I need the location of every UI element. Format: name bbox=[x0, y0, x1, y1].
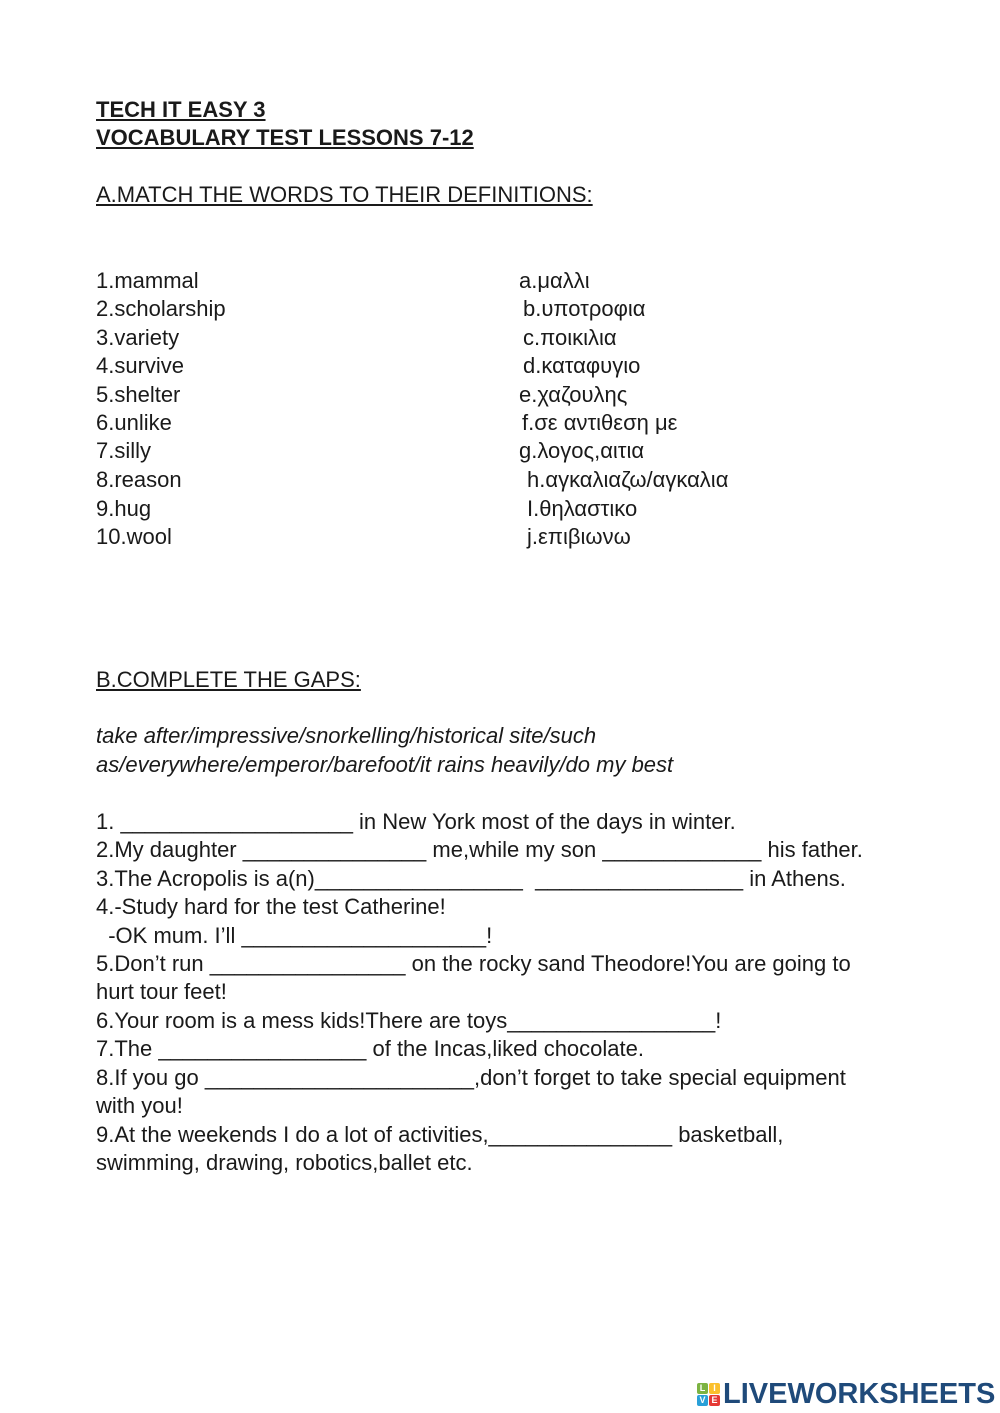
gap-sentence: with you! bbox=[96, 1093, 183, 1118]
worksheet-subtitle: VOCABULARY TEST LESSONS 7-12 bbox=[96, 125, 474, 150]
match-definition: f.σε αντιθεση με bbox=[522, 410, 678, 435]
worksheet-title: TECH IT EASY 3 bbox=[96, 97, 266, 122]
gap-sentence: 7.The _________________ of the Incas,liked chocolate. bbox=[96, 1036, 644, 1061]
match-word: 1.mammal bbox=[96, 268, 199, 293]
section-b-heading: B.COMPLETE THE GAPS: bbox=[96, 667, 361, 692]
match-word: 6.unlike bbox=[96, 410, 172, 435]
match-word: 4.survive bbox=[96, 353, 185, 378]
match-word: 10.wool bbox=[96, 524, 172, 549]
match-word: 5.shelter bbox=[96, 382, 181, 407]
match-word: 9.hug bbox=[96, 496, 152, 521]
word-bank-line: take after/impressive/snorkelling/historical site/such bbox=[96, 723, 597, 748]
match-definition: g.λογος,αιτια bbox=[519, 438, 645, 463]
gap-sentence: hurt tour feet! bbox=[96, 979, 227, 1004]
gap-sentence: -OK mum. I’ll ____________________! bbox=[96, 923, 493, 948]
match-definition: a.μαλλι bbox=[519, 268, 590, 293]
liveworksheets-logo bbox=[697, 1378, 995, 1411]
match-word: 3.variety bbox=[96, 325, 180, 350]
match-word: 2.scholarship bbox=[96, 296, 226, 321]
match-definition: h.αγκαλιαζω/αγκαλια bbox=[527, 467, 729, 492]
gap-sentence: 6.Your room is a mess kids!There are toys_________________! bbox=[96, 1008, 722, 1033]
match-definition: b.υποτροφια bbox=[523, 296, 646, 321]
gap-sentence: 9.At the weekends I do a lot of activities,_______________ basketball, bbox=[96, 1122, 784, 1147]
match-definition: e.χαζουλης bbox=[519, 382, 628, 407]
gap-sentence: 1. ___________________ in New York most of the days in winter. bbox=[96, 809, 736, 834]
logo-text: LIVEWORKSHEETS bbox=[723, 1378, 996, 1410]
word-bank-line: as/everywhere/emperor/barefoot/it rains heavily/do my best bbox=[96, 752, 674, 777]
match-definition: I.θηλαστικο bbox=[527, 496, 638, 521]
gap-sentence: 8.If you go ______________________,don’t forget to take special equipment bbox=[96, 1065, 846, 1090]
match-definition: j.επιβιωνω bbox=[527, 524, 631, 549]
match-definition: d.καταφυγιο bbox=[523, 353, 641, 378]
gap-sentence: 5.Don’t run ________________ on the rocky sand Theodore!You are going to bbox=[96, 951, 851, 976]
gap-sentence: 3.The Acropolis is a(n)_________________ _________________ in Athens. bbox=[96, 866, 846, 891]
match-definition: c.ποικιλια bbox=[523, 325, 617, 350]
section-a-heading: A.MATCH THE WORDS TO THEIR DEFINITIONS: bbox=[96, 182, 593, 207]
gap-sentence: 4.-Study hard for the test Catherine! bbox=[96, 894, 446, 919]
gap-sentence: swimming, drawing, robotics,ballet etc. bbox=[96, 1150, 473, 1175]
match-word: 7.silly bbox=[96, 438, 152, 463]
gap-sentence: 2.My daughter _______________ me,while my son _____________ his father. bbox=[96, 837, 863, 862]
match-word: 8.reason bbox=[96, 467, 182, 492]
logo-cubes-icon: L I V E bbox=[697, 1383, 720, 1406]
